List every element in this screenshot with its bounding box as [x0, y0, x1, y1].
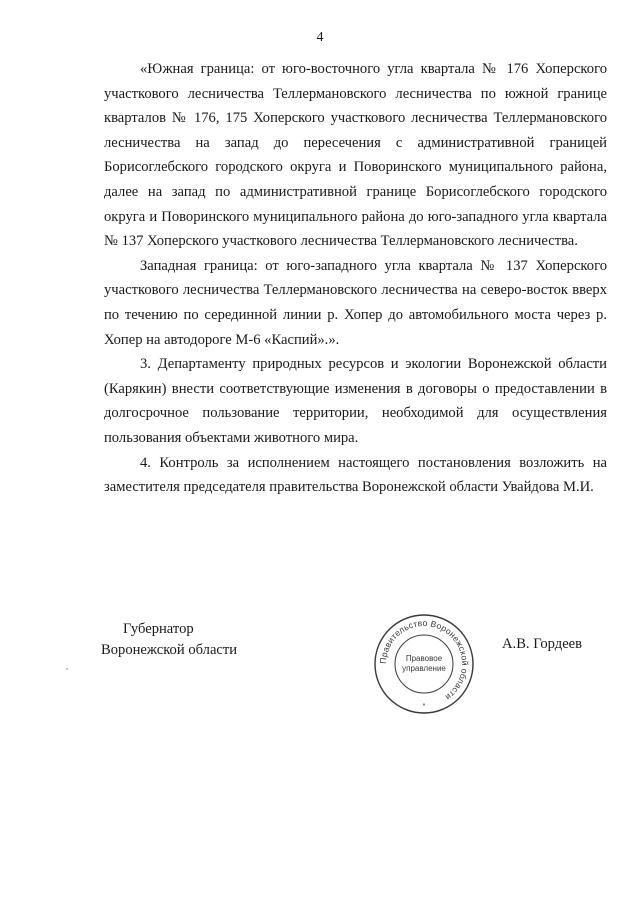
paragraph-item-4: 4. Контроль за исполнением настоящего постановления возложить на заместителя председателя правительства Воронежской области Увайдова М.И. — [104, 454, 607, 496]
signature-block — [0, 612, 640, 722]
page-number: 4 — [316, 30, 324, 45]
stamp-ring-text: Правительство Воронежской области — [377, 617, 471, 703]
signatory-title — [101, 619, 281, 661]
paragraph-south-border: «Южная граница: от юго-восточного угла квартала № 176 Хоперского участкового лесничества Теллермановского лесничества по южной границе кварталов № 176, 175 Хоперского участкового лесничества Теллермановского лесничества на запад до пересечения с административной границей Борисоглебского городского округа и Поворинского муниципального района, далее на запад по административной границе Борисоглебского городского округа и Поворинского муниципального района до юго-западного угла квартала № 137 Хоперского участкового лесничества Теллермановского лесничества. — [104, 61, 607, 250]
stamp-star-icon: * — [422, 703, 426, 710]
document-body — [104, 57, 607, 500]
paragraph-item-3: 3. Департаменту природных ресурсов и экологии Воронежской области (Карякин) внести соответствующие изменения в договоры о предоставлении в долгосрочное пользование территории, необходимой для осуществления пользования объектами животного мира. — [104, 356, 607, 446]
signatory-title-line-1: Губернатор — [123, 621, 194, 637]
paragraph-west-border: Западная граница: от юго-западного угла квартала № 137 Хоперского участкового лесничества Теллермановского лесничества на северо-восток вверх по течению по серединной линии р. Хопер до автомобильного моста через р. Хопер на автодороге М-6 «Каспий».». — [104, 257, 607, 348]
stamp-center-line-2: управление — [402, 664, 446, 673]
signatory-title-line-2: Воронежской области — [101, 642, 238, 658]
signatory-name: А.В. Гордеев — [502, 636, 583, 652]
scan-speck — [66, 668, 68, 670]
stamp-center-line-1: Правовое — [405, 654, 443, 663]
official-stamp — [372, 612, 476, 716]
